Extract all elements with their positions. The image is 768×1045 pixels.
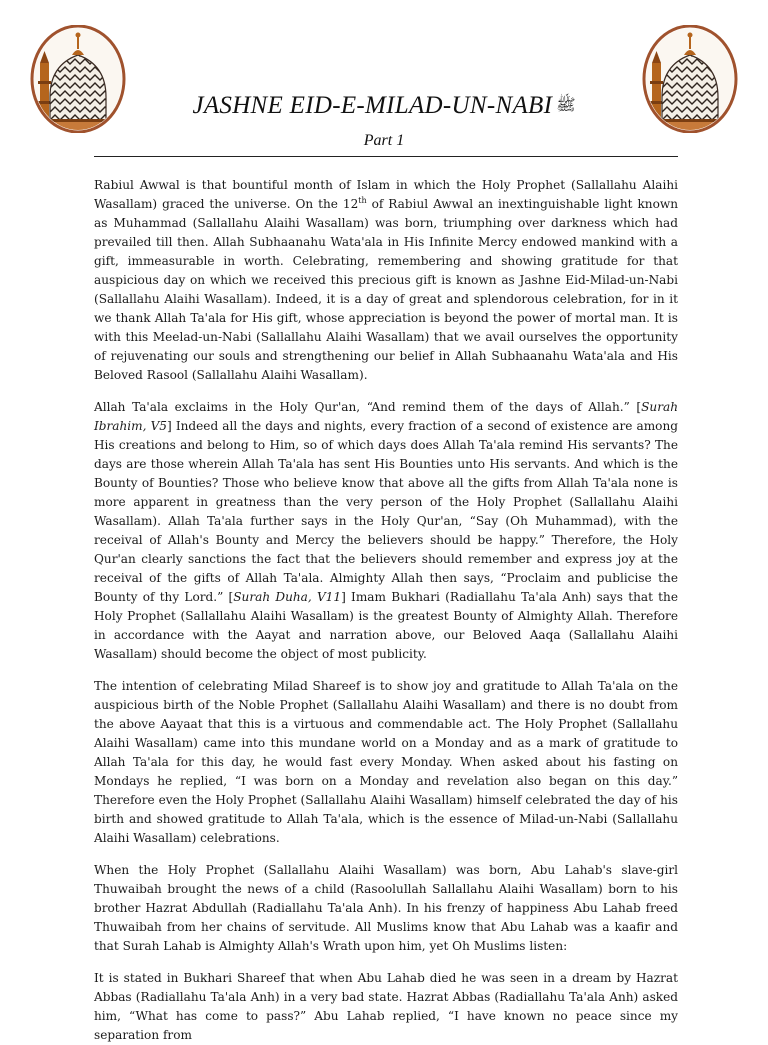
salawat-seal: ﷺ — [556, 97, 576, 114]
article-body — [94, 176, 678, 1045]
paragraph-3: The intention of celebrating Milad Shareef is to show joy and gratitude to Allah Ta'ala on the auspicious birth of the Noble Prophet (Sallallahu Alaihi Wasallam) and there is no doubt from the above Aayaat that this is a virtuous and commendable act. The Holy Prophet (Sallallahu Alaihi Wasallam) came into this mundane world on a Monday and as a mark of gratitude to Allah Ta'ala for this day, he would fast every Monday. When asked about his fasting on Mondays he replied, “I was born on a Monday and revelation also began on this day.” Therefore even the Holy Prophet (Sallallahu Alaihi Wasallam) himself celebrated the day of his birth and showed gratitude to Allah Ta'ala, which is the essence of Milad-un-Nabi (Sallallahu Alaihi Wasallam) celebrations. — [94, 679, 678, 845]
paragraph-4: When the Holy Prophet (Sallallahu Alaihi Wasallam) was born, Abu Lahab's slave-girl Thuwaibah brought the news of a child (Rasoolullah Sallallahu Alaihi Wasallam) born to his brother Hazrat Abdullah (Radiallahu Ta'ala Anh). In his frenzy of happiness Abu Lahab freed Thuwaibah from her chains of servitude. All Muslims know that Abu Lahab was a kaafir and that Surah Lahab is Almighty Allah's Wrath upon him, yet Oh Muslims listen: — [94, 863, 678, 953]
paragraph-2-text-b: ] Indeed all the days and nights, every fraction of a second of existence are among His creations and belong to Him, so of which days does Allah Ta'ala remind His servants? The days are those wherein Allah Ta'ala has sent His Bounties unto His servants. And which is the Bounty of Bounties? Those who believe know that above all the gifts from Allah Ta'ala none is more apparent in greatness than the very person of the Holy Prophet (Sallallahu Alaihi Wasallam). Allah Ta'ala further says in the Holy Qur'an, “Say (Oh Muhammad), with the receival of Allah's Bounty and Mercy the believers should be happy.” Therefore, the Holy Qur'an clearly sanctions the fact that the believers should remember and express joy at the receival of the gifts of Allah Ta'ala. Almighty Allah then says, “Proclaim and publicise the Bounty of thy Lord.” [ — [94, 419, 678, 604]
paragraph-2-text-a: Allah Ta'ala exclaims in the Holy Qur'an, “And remind them of the days of Allah.” [ — [94, 400, 642, 414]
paragraph-2 — [94, 398, 678, 664]
paragraph-1-text-a: Rabiul Awwal is that bountiful month of Islam in which the Holy Prophet (Sallallahu Alaihi Wasallam) graced the universe. On the 12 — [94, 178, 678, 211]
page-title-text: JASHNE EID-E-MILAD-UN-NABI — [192, 92, 553, 119]
page-title — [0, 92, 768, 120]
paragraph-2-text-c: ] Imam Bukhari (Radiallahu Ta'ala Anh) says that the Holy Prophet (Sallallahu Alaihi Wasallam) is the greatest Bounty of Almighty Allah. Therefore in accordance with the Aayat and narration above, our Beloved Aaqa (Sallallahu Alaihi Wasallam) should become the object of most publicity. — [94, 590, 678, 661]
header-divider — [94, 156, 678, 157]
paragraph-5: It is stated in Bukhari Shareef that when Abu Lahab died he was seen in a dream by Hazrat Abbas (Radiallahu Ta'ala Anh) in a very bad state. Hazrat Abbas (Radiallahu Ta'ala Anh) asked him, “What has come to pass?” Abu Lahab replied, “I have known no peace since my separation from — [94, 971, 678, 1042]
quran-reference-1: Surah Ibrahim, V5 — [94, 400, 678, 433]
paragraph-1-text-b: of Rabiul Awwal an inextinguishable light known as Muhammad (Sallallahu Alaihi Wasallam) was born, triumphing over darkness which had prevailed till then. Allah Subhaanahu Wata'ala in His Infinite Mercy endowed mankind with a gift, immeasurable in worth. Celebrating, remembering and showing gratitude for that auspicious day on which we received this precious gift is known as Jashne Eid-Milad-un-Nabi (Sallallahu Alaihi Wasallam). Indeed, it is a day of great and splendorous celebration, for in it we thank Allah Ta'ala for His gift, whose appreciation is beyond the power of mortal man. It is with this Meelad-un-Nabi (Sallallahu Alaihi Wasallam) that we avail ourselves the opportunity of rejuvenating our souls and strengthening our belief in Allah Subhaanahu Wata'ala and His Beloved Rasool (Sallallahu Alaihi Wasallam). — [94, 197, 678, 382]
quran-reference-2: Surah Duha, V11 — [233, 590, 342, 604]
ordinal-suffix: th — [358, 195, 367, 205]
paragraph-1 — [94, 176, 678, 385]
page-subtitle: Part 1 — [363, 132, 405, 149]
